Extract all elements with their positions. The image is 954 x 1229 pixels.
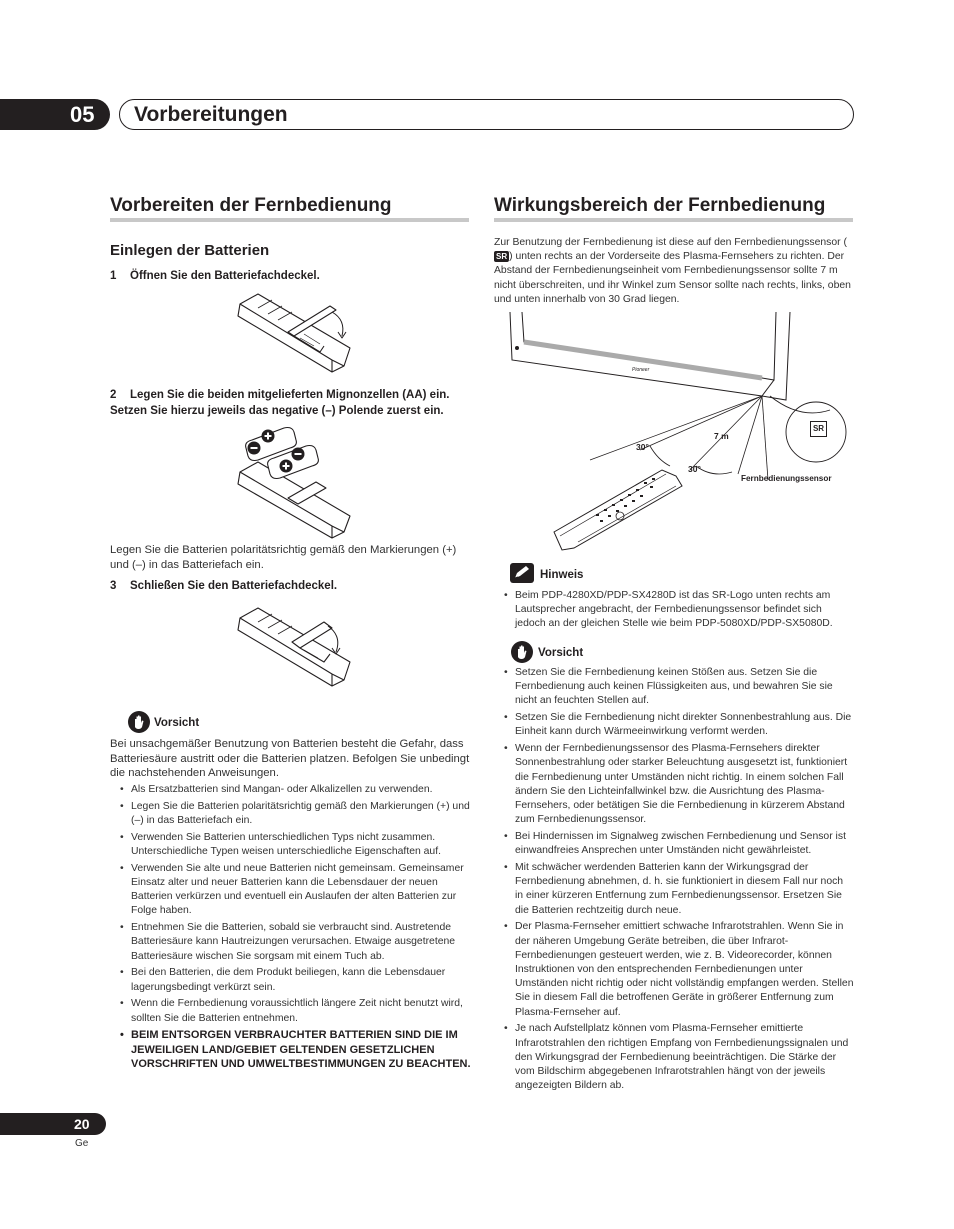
angle-left-label: 30° xyxy=(636,442,649,452)
list-item: • Als Ersatzbatterien sind Mangan- oder Alkalizellen zu verwenden. xyxy=(120,783,472,797)
intro-text-part1: Zur Benutzung der Fernbedienung ist diese auf den Fernbedienungssensor ( xyxy=(494,237,847,248)
step-2 xyxy=(110,387,449,419)
intro-text-part2: ) unten rechts an der Vorderseite des Plasma-Fernsehers zu richten. Der Abstand der Fernbedienungseinheit vom Fernbedienungssensor sollte 7 m nicht überschreiten, und ihr Winkel zum Sensor sollte nach rechts, links, oben und unten innerhalb von 30 Grad liegen. xyxy=(494,251,851,305)
list-item: • Entnehmen Sie die Batterien, sobald sie verbraucht sind. Austretende Batteriesäure kann Hautreizungen verursachen. Etwaige ausgetretene Batteriesäure wischen Sie sorgsam mit einem Tuch ab. xyxy=(120,921,472,964)
step-3 xyxy=(110,578,337,594)
step-number: 2 xyxy=(110,389,117,401)
tv-brand-logo: Pioneer xyxy=(632,367,650,373)
chapter-title: Vorbereitungen xyxy=(134,103,288,126)
angle-bottom-label: 30° xyxy=(688,464,701,474)
language-code: Ge xyxy=(75,1138,89,1149)
section-rule-right xyxy=(494,218,853,222)
caution-hand-icon xyxy=(511,641,533,663)
remote-open-cover-figure xyxy=(228,290,358,374)
list-item: • Setzen Sie die Fernbedienung keinen Stößen aus. Setzen Sie die Fernbedienung auch keinen Flüssigkeiten aus, und bewahren Sie sie nicht an feuchten Stellen auf. xyxy=(504,666,854,709)
list-item: • Bei den Batterien, die dem Produkt beiliegen, kann die Lebensdauer lagerungsbedingt verkürzt sein. xyxy=(120,966,472,994)
step-text: Schließen Sie den Batteriefachdeckel. xyxy=(130,580,338,592)
caution-label-right: Vorsicht xyxy=(538,647,584,659)
step-text-line2: Setzen Sie hierzu jeweils das negative (–) Polende zuerst ein. xyxy=(110,405,444,417)
list-item: • Wenn die Fernbedienung voraussichtlich längere Zeit nicht benutzt wird, sollten Sie die Batterien entnehmen. xyxy=(120,997,472,1025)
section-title-right: Wirkungsbereich der Fernbedienung xyxy=(494,195,826,216)
sr-logo-inline: SR xyxy=(496,252,508,262)
battery-insertion-figure xyxy=(228,422,358,540)
list-item: • Setzen Sie die Fernbedienung nicht direkter Sonnenbestrahlung aus. Die Einheit kann durch Wärmeeinwirkung verformt werden. xyxy=(504,711,854,739)
list-item: • Verwenden Sie Batterien unterschiedlichen Typs nicht zusammen. Unterschiedliche Typen weisen unterschiedliche Eigenschaften auf. xyxy=(120,831,472,859)
caution-list-left xyxy=(120,783,472,1075)
sensor-label: Fernbedienungssensor xyxy=(741,474,832,483)
range-intro-paragraph xyxy=(494,236,856,307)
list-item: • Legen Sie die Batterien polaritätsrichtig gemäß den Markierungen (+) und (–) in das Batteriefach ein. xyxy=(120,800,472,828)
caution-hand-icon xyxy=(128,711,150,733)
list-item-disposal: • BEIM ENTSORGEN VERBRAUCHTER BATTERIEN SIND DIE IM JEWEILIGEN LAND/GEBIET GELTENDEN GESETZLICHEN VORSCHRIFTEN UND UMWELTBESTIMMUNGEN ZU BEACHTEN. xyxy=(120,1028,472,1072)
section-rule-left xyxy=(110,218,469,222)
caution-list-right xyxy=(504,666,854,1096)
list-item: • Verwenden Sie alte und neue Batterien nicht gemeinsam. Gemeinsamer Einsatz alter und neuer Batterien kann die Lebensdauer der neuen Batterien verkürzen und eventuell ein Auslaufen der alten Batterien zur Folge haben. xyxy=(120,862,472,919)
step-1 xyxy=(110,268,320,284)
note-label: Hinweis xyxy=(540,569,584,581)
step-number: 1 xyxy=(110,270,117,282)
note-list xyxy=(504,589,854,634)
step-text-line1: Legen Sie die beiden mitgelieferten Mignonzellen (AA) ein. xyxy=(130,389,450,401)
subsection-title: Einlegen der Batterien xyxy=(110,242,270,259)
page-number-tab xyxy=(0,1113,106,1135)
sr-logo-icon: SR xyxy=(810,421,827,437)
caution-intro: Bei unsachgemäßer Benutzung von Batterien besteht die Gefahr, dass Batteriesäure austritt oder die Batterien platzen. Befolgen Sie unbedingt die nachstehenden Anweisungen. xyxy=(110,738,470,780)
distance-label: 7 m xyxy=(714,431,729,441)
chapter-number: 05 xyxy=(70,102,95,127)
remote-close-cover-figure xyxy=(228,602,358,688)
list-item: • Beim PDP-4280XD/PDP-SX4280D ist das SR-Logo unten rechts am Lautsprecher angebracht, der Fernbedienungssensor befindet sich jedoch an der gleichen Stelle wie beim PDP-5080XD/PDP-SX5080D. xyxy=(504,589,854,632)
list-item: • Bei Hindernissen im Signalweg zwischen Fernbedienung und Sensor ist einwandfreies Ansprechen unter Umständen nicht gewährleistet. xyxy=(504,830,854,858)
remote-range-diagram xyxy=(500,310,850,552)
note-pencil-icon xyxy=(510,563,534,583)
step-number: 3 xyxy=(110,580,117,592)
list-item: • Der Plasma-Fernseher emittiert schwache Infrarotstrahlen. Wenn Sie in der näheren Umgebung Geräte betreiben, die über Infrarot-Fernbedienungen gesteuert werden, wie z. B. Videorecorder, können Instruktionen von den entsprechenden Fernbedienungen unter Umständen nicht richtig oder nicht vollständig empfangen werden. Stellen Sie in diesem Fall die betroffenen Geräte in größerer Entfernung zum Plasma-Fernseher auf. xyxy=(504,920,854,1019)
section-title-left: Vorbereiten der Fernbedienung xyxy=(110,195,392,216)
page-number: 20 xyxy=(74,1116,90,1132)
list-item: • Mit schwächer werdenden Batterien kann der Wirkungsgrad der Fernbedienung abnehmen, d. h. sie funktioniert in diesem Fall nur noch in einer kürzeren Entfernung zum Fernbedienungssensor. Ersetzen Sie die Batterien rechtzeitig durch neue. xyxy=(504,861,854,918)
polarity-paragraph: Legen Sie die Batterien polaritätsrichtig gemäß den Markierungen (+) und (–) in das Batteriefach ein. xyxy=(110,544,457,571)
step-text: Öffnen Sie den Batteriefachdeckel. xyxy=(130,270,320,282)
list-item: • Je nach Aufstellplatz können vom Plasma-Fernseher emittierte Infrarotstrahlen den richtigen Empfang von Fernbedienungssignalen und den Wirkungsgrad der Fernbedienung beeinträchtigen. Die Stärke der vom Bildschirm abgegebenen Infrarotstrahlen hängt von der jeweils angezeigten Bildern ab. xyxy=(504,1022,854,1093)
list-item: • Wenn der Fernbedienungssensor des Plasma-Fernsehers direkter Sonnenbestrahlung oder starker Beleuchtung ausgesetzt ist, funktioniert die Fernbedienung unter Umständen nicht richtig. In einem solchen Fall ändern Sie den Lichteinfallwinkel bzw. die Ausrichtung des Plasma-Fernsehers, oder betätigen Sie die Fernbedienung in kürzerem Abstand zum Fernbedienungssensor. xyxy=(504,742,854,827)
caution-label-left: Vorsicht xyxy=(154,717,200,729)
